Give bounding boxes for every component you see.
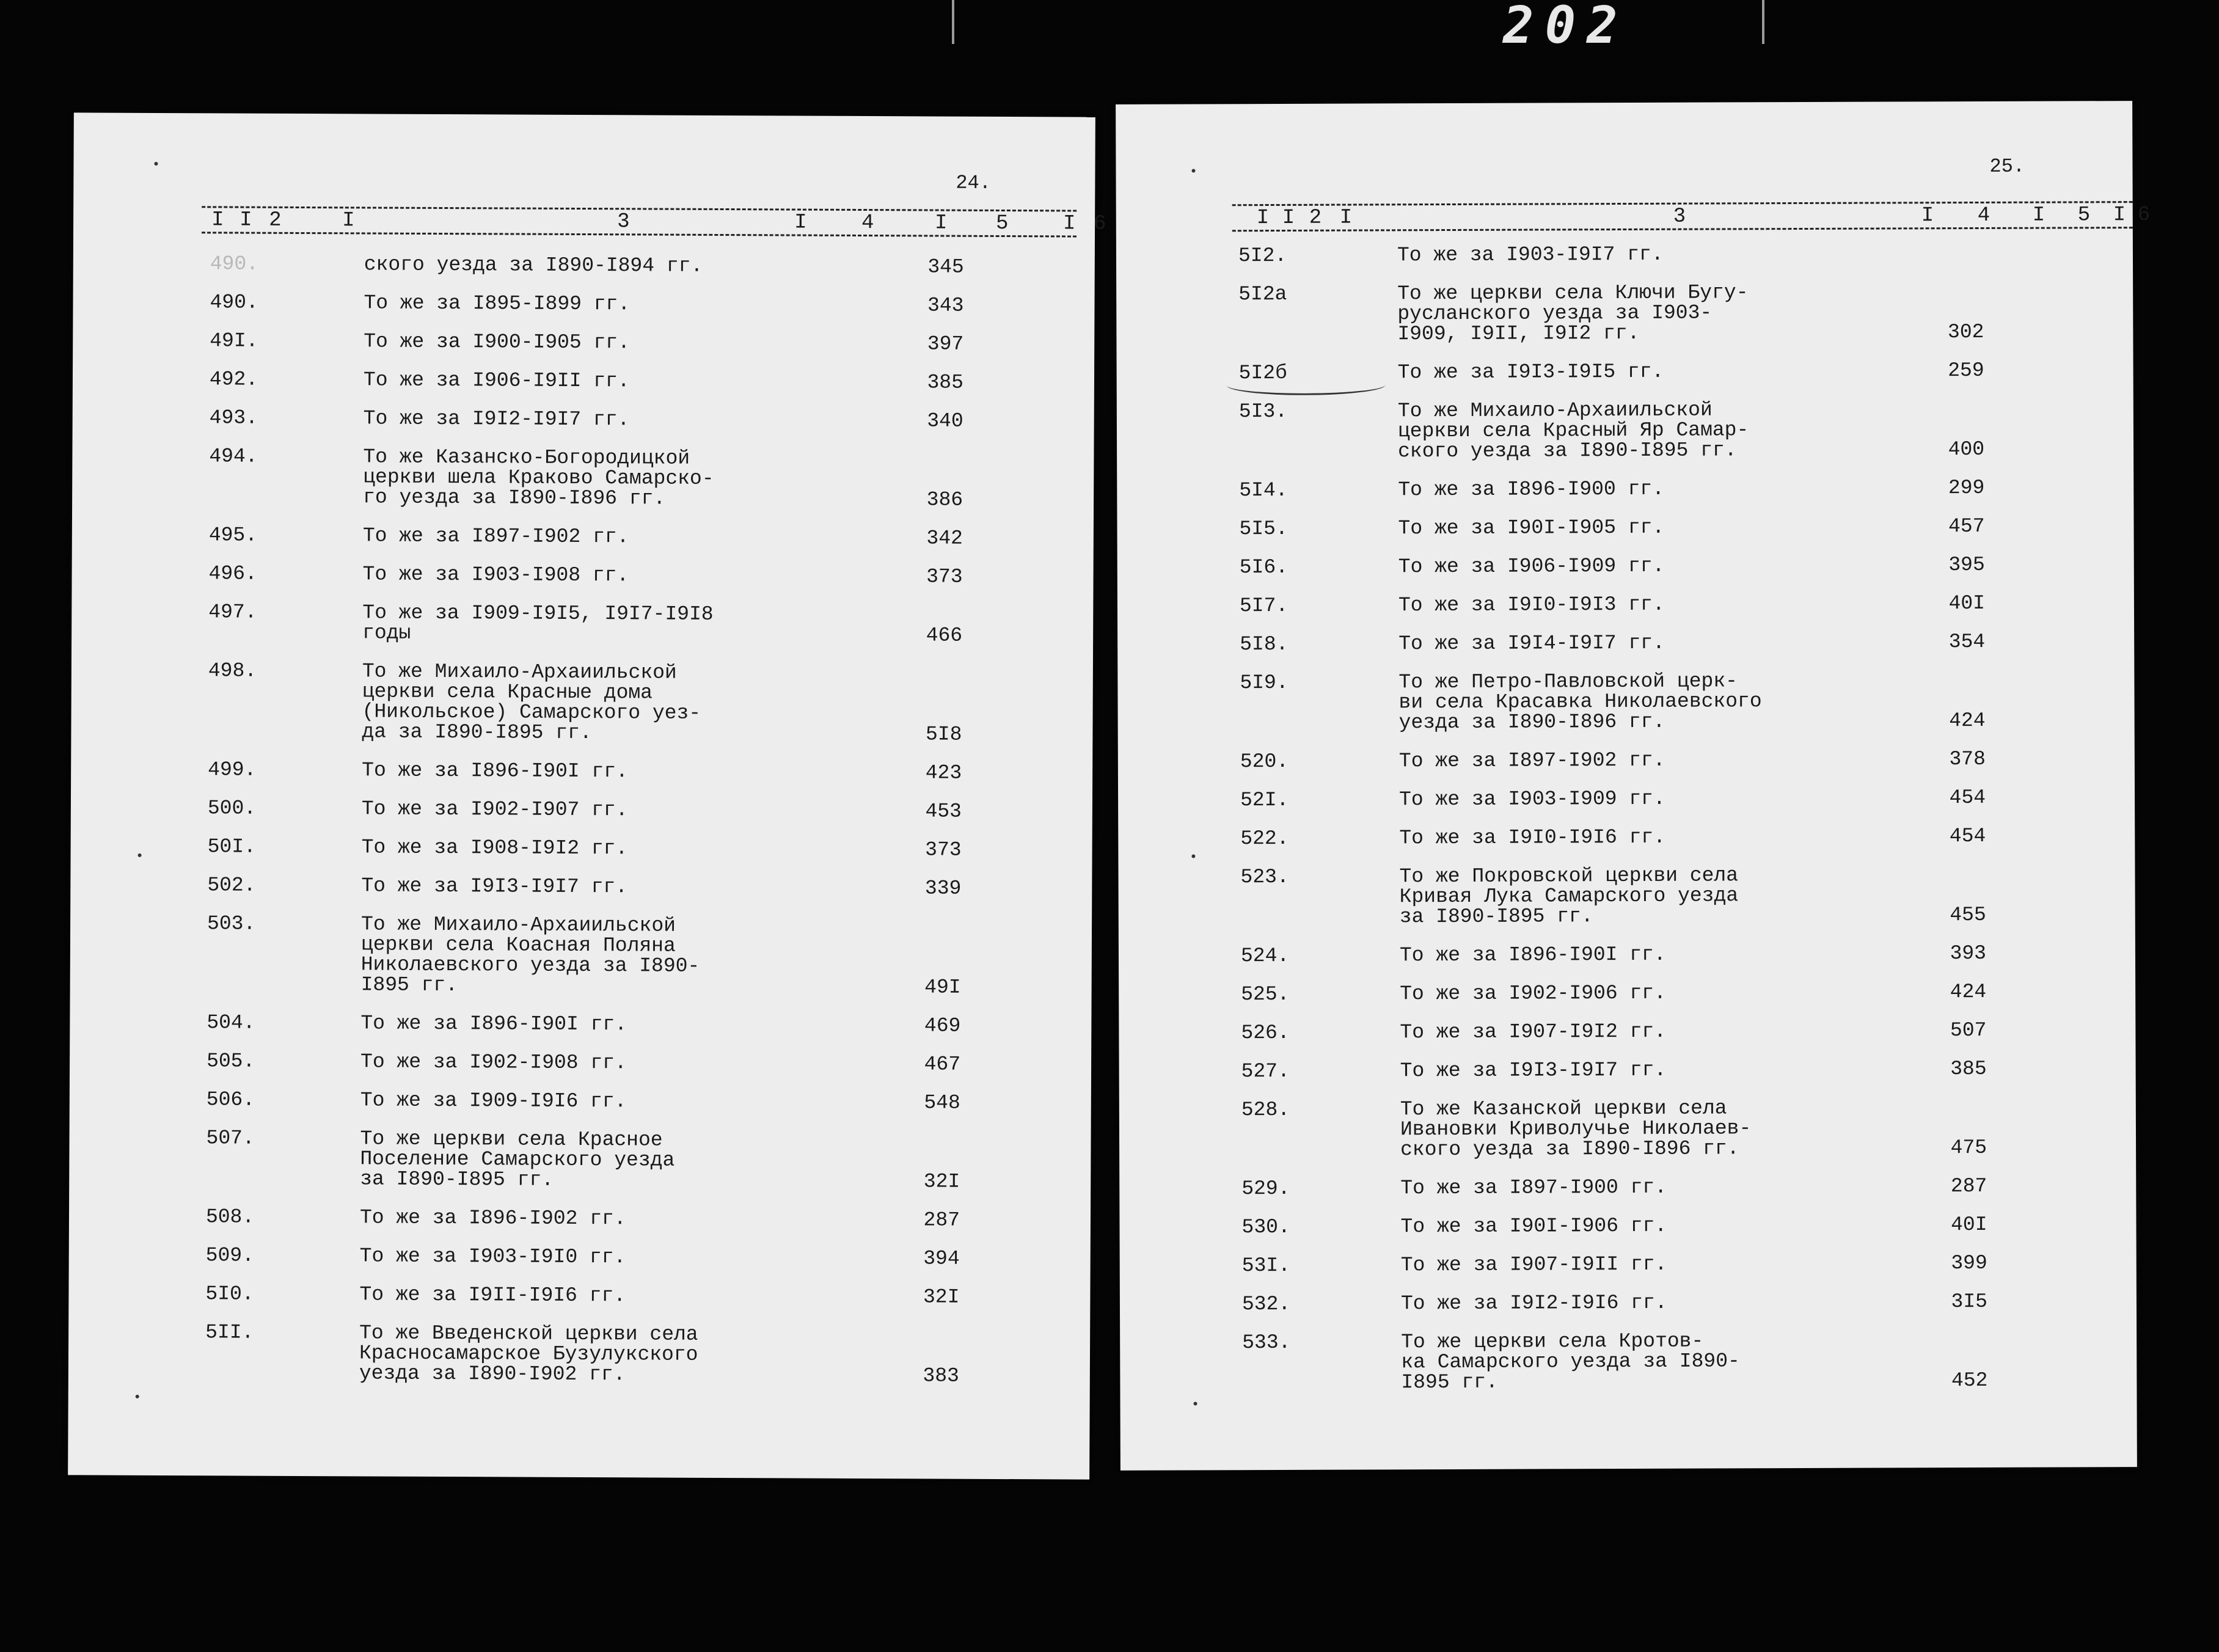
entry-number: 5I6.	[1239, 555, 1289, 579]
entry-number: 502.	[207, 874, 256, 897]
entry-description	[1399, 750, 1665, 772]
entry-description	[360, 1090, 627, 1111]
list-item	[71, 759, 1092, 783]
entry-number: 53I.	[1241, 1254, 1291, 1277]
list-item	[70, 874, 1092, 899]
sheet-count: 299	[1948, 476, 1985, 500]
description-line: То же за I908-I9I2 гг.	[361, 836, 628, 860]
page-number: 25.	[1989, 155, 2025, 178]
entry-number: 5II.	[205, 1321, 254, 1344]
list-item	[71, 836, 1092, 860]
sheet-count: 343	[927, 294, 964, 317]
sheet-count: 454	[1949, 786, 1986, 810]
list-item	[1117, 554, 2134, 578]
description-line: То же за I9I3-I9I7 гг.	[1400, 1058, 1667, 1083]
description-line: То же за I907-I9I2 гг.	[1400, 1020, 1667, 1044]
description-line: То же Казанской церкви села	[1400, 1097, 1727, 1121]
entry-description	[361, 875, 627, 897]
entry-description	[360, 1013, 627, 1034]
sheet-count: 340	[927, 409, 963, 433]
entry-description	[364, 408, 630, 429]
entry-number: 524.	[1240, 944, 1290, 968]
description-line: ского уезда за I890-I896 гг.	[1400, 1137, 1739, 1161]
description-line: церкви села Красный Яр Самар-	[1397, 418, 1749, 443]
description-line: I895 гг.	[1401, 1370, 1498, 1394]
sheet-count: 287	[1950, 1174, 1987, 1198]
sheet-count: 373	[926, 565, 963, 588]
list-item	[72, 563, 1094, 587]
entry-description	[1399, 827, 1665, 849]
description-line: То же за I906-I9II гг.	[363, 368, 630, 393]
sheet-count: 452	[1951, 1369, 1988, 1392]
description-line: То же Михаило-Архаиильской	[362, 660, 677, 684]
sheet-count: 385	[927, 371, 964, 394]
description-line: То же за I9I3-I9I5 гг.	[1397, 360, 1664, 384]
sheet-count: 469	[924, 1014, 961, 1037]
sheet-count: 32I	[923, 1170, 960, 1193]
page-number: 24.	[956, 171, 992, 194]
description-line: То же за I9I2-I9I6 гг.	[1400, 1291, 1667, 1315]
film-frame-number: 202	[1503, 0, 1629, 55]
list-item	[1119, 1214, 2136, 1238]
description-line: То же церкви села Ключи Бугу-	[1397, 281, 1749, 305]
list-item	[1120, 1291, 2137, 1315]
entry-description	[1398, 594, 1665, 616]
description-line: I895 гг.	[360, 973, 458, 997]
entry-number: 5I3.	[1238, 400, 1288, 423]
column-header-7: 4	[861, 211, 874, 235]
list-item	[70, 1012, 1091, 1036]
entry-description	[362, 661, 701, 743]
sheet-count: 302	[1947, 320, 1984, 344]
entry-number: 500.	[207, 797, 257, 820]
entry-description	[1398, 671, 1761, 733]
description-line: То же за I9I0-I9I6 гг.	[1399, 825, 1666, 850]
list-item	[71, 660, 1093, 745]
column-header-9: 5	[2077, 203, 2091, 227]
entry-description	[360, 1051, 627, 1073]
entry-number: 523.	[1240, 865, 1289, 889]
entry-description	[1398, 479, 1664, 500]
column-header-row	[1232, 200, 2151, 233]
sheet-count: 397	[927, 332, 964, 356]
list-item	[68, 1321, 1090, 1386]
left-page	[68, 112, 1106, 1479]
sheet-count: 394	[923, 1247, 960, 1270]
sheet-count: 453	[925, 800, 962, 823]
description-line: I909, I9II, I9I2 гг.	[1397, 321, 1640, 346]
entry-number: 5I8.	[1240, 632, 1289, 656]
sheet-count: 383	[923, 1364, 959, 1387]
entry-description	[362, 602, 714, 645]
list-item	[71, 601, 1093, 646]
description-line: То же за I9I3-I9I7 гг.	[361, 874, 628, 899]
description-line: То же за I902-I907 гг.	[361, 797, 628, 822]
list-item	[72, 524, 1094, 549]
entry-description	[364, 293, 630, 314]
list-item	[1117, 670, 2134, 734]
entry-description	[1397, 282, 1749, 344]
column-header-5: 3	[1673, 205, 1686, 228]
description-line: ви села Красавка Николаевского	[1398, 690, 1762, 714]
entry-number: 508.	[205, 1205, 255, 1229]
entry-number: 5I2а	[1238, 282, 1287, 306]
description-line: русланского уезда за I903-	[1397, 301, 1713, 326]
sheet-count: 400	[1948, 437, 1985, 461]
entry-description	[361, 914, 700, 996]
column-header-6: I	[794, 211, 807, 235]
entry-number: 493.	[209, 406, 258, 429]
sheet-count: 395	[1948, 553, 1985, 577]
entry-number: 5I2.	[1238, 244, 1287, 268]
entry-description	[359, 1284, 626, 1306]
sheet-count: 386	[926, 488, 963, 511]
entry-description	[1398, 362, 1664, 383]
description-line: То же за I9II-I9I6 гг.	[359, 1283, 626, 1307]
description-line: То же Петро-Павловской церк-	[1398, 670, 1738, 694]
list-item	[73, 330, 1094, 354]
sheet-count: 339	[924, 877, 962, 900]
column-header-4: I	[342, 209, 355, 233]
description-line: То же Михаило-Архаиильской	[1397, 398, 1713, 423]
list-item	[1119, 1058, 2136, 1082]
entry-number: 504.	[207, 1011, 255, 1034]
description-line: церкви шела Краково Самарско-	[363, 466, 714, 490]
entry-description	[360, 1128, 674, 1190]
sheet-count: 507	[1950, 1018, 1987, 1042]
entry-number: 52I.	[1240, 788, 1289, 812]
list-item	[69, 1244, 1091, 1269]
description-line: То же за I903-I9I7 гг.	[1397, 243, 1664, 267]
description-line: То же за I903-I908 гг.	[362, 563, 629, 587]
column-header-6: I	[1921, 204, 1934, 228]
entry-number: 520.	[1240, 750, 1289, 773]
list-item	[1117, 631, 2134, 655]
list-item	[1120, 1329, 2137, 1394]
entry-number: 529.	[1241, 1177, 1290, 1201]
entry-number: 527.	[1241, 1059, 1290, 1083]
entry-number: 509.	[205, 1244, 255, 1267]
entry-description	[359, 1323, 698, 1384]
entry-description	[364, 254, 703, 276]
description-line: То же Покровской церкви села	[1399, 864, 1739, 888]
entry-description	[1400, 1098, 1752, 1160]
list-item	[73, 253, 1095, 277]
entry-number: 506.	[206, 1088, 255, 1111]
sheet-count: 32I	[923, 1285, 960, 1309]
description-line: То же за I9I2-I9I7 гг.	[363, 407, 630, 431]
description-line: То же Михаило-Архаиильской	[360, 913, 676, 937]
column-header-4: I	[1339, 206, 1353, 230]
description-line: То же за I900-I905 гг.	[364, 330, 630, 354]
description-line: То же за I895-I899 гг.	[364, 291, 631, 316]
column-header-8: I	[2032, 203, 2045, 227]
list-item	[1119, 1175, 2136, 1199]
entry-description	[363, 564, 629, 585]
description-line: То же за I907-I9II гг.	[1400, 1252, 1667, 1277]
description-line: да за I890-I895 гг.	[362, 720, 592, 745]
description-line: за I890-I895 гг.	[1399, 905, 1593, 929]
column-header-11: 6	[1094, 212, 1106, 236]
description-line: уезда за I890-I902 гг.	[359, 1362, 626, 1386]
entry-description	[1401, 1293, 1667, 1314]
description-line: То же за I902-I908 гг.	[360, 1050, 627, 1075]
entry-number: 5I2б	[1238, 361, 1287, 385]
description-line: церкви села Коасная Поляна	[360, 933, 676, 957]
sheet-count: 475	[1950, 1136, 1987, 1160]
entry-number: 49I.	[210, 329, 258, 353]
list-item	[73, 368, 1094, 393]
film-frame	[952, 0, 1764, 44]
sheet-count: 467	[924, 1053, 961, 1076]
entry-number: 507.	[206, 1127, 255, 1150]
sheet-count: 378	[1949, 747, 1986, 771]
entry-number: 5I9.	[1240, 671, 1289, 695]
list-item	[72, 445, 1094, 510]
entry-description	[1400, 983, 1666, 1004]
entry-number: 498.	[208, 659, 257, 682]
list-item	[1118, 748, 2135, 772]
entry-description	[362, 837, 628, 858]
entry-number: 5I5.	[1239, 517, 1288, 541]
description-line: Николаевского уезда за I890-	[360, 953, 700, 978]
description-line: Ивановки Криволучье Николаев-	[1400, 1117, 1752, 1141]
column-header-2: I	[239, 208, 252, 232]
entry-description	[363, 447, 714, 509]
entry-description	[1398, 633, 1665, 654]
punch-mark	[1194, 1402, 1197, 1405]
entry-number: 496.	[208, 562, 257, 585]
entry-number: 528.	[1241, 1098, 1290, 1122]
description-line: Кривая Лука Самарского уезда	[1399, 884, 1739, 908]
sheet-count: 424	[1949, 709, 1986, 733]
entry-description	[1400, 1216, 1667, 1237]
entry-description	[1397, 244, 1664, 266]
entry-list	[74, 112, 1095, 1387]
sheet-count: 259	[1948, 359, 1984, 382]
entry-number: 525.	[1241, 982, 1290, 1006]
description-line: То же за I903-I9I0 гг.	[359, 1244, 626, 1269]
list-item	[1119, 943, 2135, 967]
entry-number: 492.	[209, 368, 258, 391]
entry-description	[362, 760, 628, 781]
column-header-1: I	[211, 208, 224, 232]
description-line: То же за I896-I90I гг.	[360, 1012, 627, 1036]
description-line: То же за I896-I900 гг.	[1398, 477, 1665, 502]
description-line: То же церкви села Кротов-	[1401, 1329, 1704, 1354]
list-item	[69, 1127, 1091, 1192]
description-line: То же за I896-I902 гг.	[359, 1206, 626, 1230]
sheet-count: 40I	[1948, 591, 1986, 615]
description-line: То же за I903-I909 гг.	[1399, 787, 1665, 811]
entry-description	[1398, 517, 1664, 539]
punch-mark	[138, 853, 142, 857]
sheet-count: 548	[924, 1091, 960, 1114]
entry-description	[1398, 556, 1665, 577]
list-item	[1120, 1252, 2137, 1276]
sheet-count: 354	[1948, 630, 1986, 654]
column-header-5: 3	[617, 210, 630, 234]
entry-description	[1398, 400, 1749, 461]
description-line: То же за I897-I900 гг.	[1400, 1175, 1667, 1200]
description-line: То же за I902-I906 гг.	[1400, 981, 1666, 1006]
entry-number: 526.	[1241, 1021, 1290, 1045]
entry-description	[1400, 1177, 1667, 1199]
entry-list	[1116, 101, 2132, 1394]
description-line: То же за I90I-I906 гг.	[1400, 1214, 1667, 1238]
sheet-count: 393	[1950, 941, 1987, 965]
column-header-row	[202, 205, 1106, 239]
entry-number: 490.	[210, 252, 259, 276]
column-header-7: 4	[1977, 203, 1991, 227]
description-line: То же за I9I4-I9I7 гг.	[1398, 631, 1665, 656]
column-header-1: I	[1256, 206, 1270, 230]
description-line: То же за I906-I909 гг.	[1398, 554, 1665, 579]
entry-number: 495.	[208, 524, 258, 547]
entry-number: 5I0.	[205, 1282, 254, 1306]
list-item	[1117, 516, 2133, 539]
column-header-10: I	[1063, 212, 1076, 236]
sheet-count: 5I8	[925, 723, 962, 746]
punch-mark	[1191, 854, 1195, 858]
entry-number: 503.	[207, 912, 256, 935]
sheet-count: 40I	[1951, 1213, 1987, 1237]
list-item	[1119, 1020, 2135, 1043]
list-item	[1118, 787, 2135, 811]
description-line: годы	[362, 621, 411, 645]
entry-description	[364, 370, 630, 391]
sheet-count: 287	[923, 1208, 960, 1232]
entry-description	[1399, 789, 1665, 810]
description-line: церкви села Красные дома	[362, 680, 653, 704]
description-line: То же за I896-I90I гг.	[362, 759, 628, 783]
column-header-9: 5	[996, 211, 1009, 236]
description-line: То же за I909-I9I6 гг.	[360, 1089, 627, 1113]
sheet-count: 345	[927, 255, 964, 279]
description-line: То же за I897-I902 гг.	[362, 524, 629, 549]
sheet-count: 342	[926, 527, 963, 550]
description-line: То же за I90I-I905 гг.	[1398, 516, 1665, 540]
description-line: за I890-I895 гг.	[360, 1168, 554, 1191]
sheet-count: 454	[1949, 824, 1986, 848]
sheet-count: 3I5	[1951, 1290, 1988, 1314]
list-item	[1117, 593, 2134, 616]
description-line: То же Введенской церкви села	[359, 1321, 698, 1346]
entry-description	[1400, 1022, 1666, 1043]
sheet-count: 455	[1950, 903, 1986, 927]
description-line: То же за I897-I902 гг.	[1398, 748, 1665, 773]
sheet-count: 466	[926, 624, 963, 647]
list-item	[69, 1206, 1091, 1230]
sheet-count: 49I	[924, 976, 961, 999]
list-item	[1119, 1097, 2136, 1161]
right-page	[1116, 101, 2151, 1471]
entry-description	[360, 1207, 626, 1229]
column-header-3: 2	[269, 208, 282, 232]
entry-description	[1400, 1060, 1667, 1081]
description-line: ского уезда за I890-I895 гг.	[1398, 439, 1737, 463]
sheet-count: 457	[1948, 514, 1985, 538]
entry-description	[1400, 945, 1666, 966]
entry-number: 50I.	[207, 835, 256, 858]
entry-description	[363, 525, 629, 547]
entry-number: 505.	[207, 1050, 255, 1073]
description-line: То же церкви села Красное	[360, 1127, 663, 1152]
list-item	[70, 1089, 1091, 1113]
entry-description	[1401, 1254, 1667, 1276]
list-item	[73, 407, 1094, 431]
entry-description	[1399, 865, 1738, 927]
entry-number: 533.	[1242, 1331, 1291, 1354]
description-line: го уезда за I890-I896 гг.	[363, 486, 666, 510]
column-header-8: I	[935, 211, 948, 235]
description-line: Красносамарское Бузулукского	[359, 1342, 698, 1366]
punch-mark	[136, 1395, 139, 1398]
punch-mark	[154, 162, 158, 166]
entry-number: 5I7.	[1239, 594, 1289, 618]
list-item	[1116, 281, 2133, 345]
list-item	[68, 1283, 1090, 1307]
entry-number: 497.	[208, 601, 257, 624]
description-line: То же за I896-I90I гг.	[1399, 943, 1666, 967]
list-item	[73, 291, 1094, 316]
sheet-count: 385	[1950, 1057, 1987, 1081]
description-line: То же Казанско-Богородицкой	[363, 445, 690, 470]
sheet-count: 373	[925, 838, 962, 861]
description-line: ка Самарского уезда за I890-	[1401, 1350, 1740, 1374]
entry-number: 522.	[1240, 827, 1289, 850]
list-item	[1117, 398, 2133, 462]
list-item	[71, 797, 1092, 822]
entry-number: 530.	[1241, 1215, 1290, 1239]
sheet-count: 399	[1951, 1251, 1987, 1275]
list-item	[1119, 981, 2135, 1005]
entry-number: 490.	[210, 291, 258, 314]
description-line: То же за I909-I9I5, I9I7-I9I8	[362, 601, 714, 626]
entry-description	[360, 1246, 626, 1267]
description-line: Поселение Самарского уезда	[360, 1147, 675, 1172]
list-item	[1116, 243, 2133, 266]
list-item	[70, 913, 1092, 998]
entry-description	[364, 331, 630, 353]
punch-mark	[1191, 169, 1195, 172]
column-header-11: 6	[2137, 203, 2151, 227]
entry-number: 499.	[208, 758, 257, 781]
sheet-count: 424	[1950, 980, 1987, 1004]
entry-number: 532.	[1241, 1292, 1291, 1316]
description-line: (Никольское) Самарского уез-	[362, 700, 701, 725]
column-header-3: 2	[1309, 206, 1322, 230]
list-item	[1118, 864, 2135, 928]
entry-number: 5I4.	[1239, 478, 1288, 502]
entry-description	[362, 799, 628, 820]
description-line: То же за I9I0-I9I3 гг.	[1398, 593, 1665, 617]
list-item	[70, 1050, 1091, 1075]
description-line: уезда за I890-I896 гг.	[1398, 710, 1665, 734]
column-header-10: I	[2113, 203, 2126, 227]
list-item	[1117, 477, 2133, 501]
description-line: ского уезда за I890-I894 гг.	[364, 253, 703, 277]
sheet-count: 423	[925, 761, 962, 784]
handwritten-underline	[1227, 375, 1386, 395]
list-item	[1118, 825, 2135, 849]
column-header-2: I	[1282, 206, 1295, 230]
entry-number: 494.	[209, 445, 258, 468]
entry-description	[1401, 1331, 1740, 1392]
